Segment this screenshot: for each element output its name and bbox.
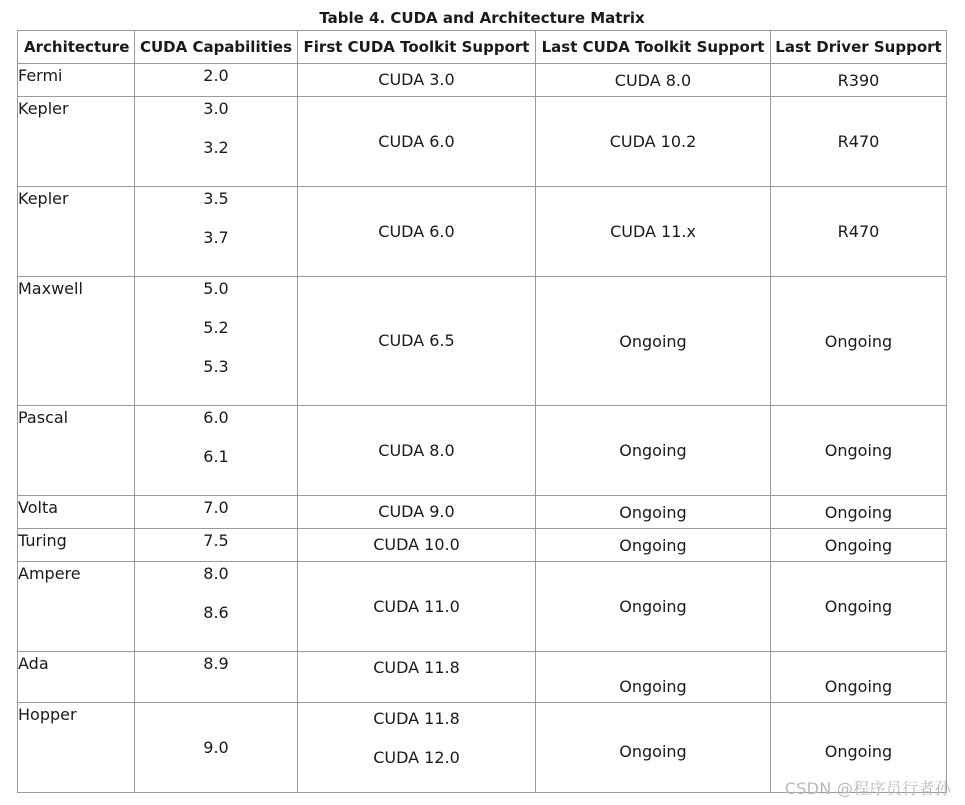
header-row <box>18 31 947 64</box>
capabilities-cell <box>135 406 298 496</box>
toolkit-value: CUDA 11.0 <box>373 596 460 616</box>
last-driver-cell: Ongoing <box>771 496 947 529</box>
last-driver-cell: R470 <box>771 97 947 187</box>
last-driver-cell: Ongoing <box>771 703 947 793</box>
capabilities-cell <box>135 703 298 793</box>
toolkit-value: CUDA 12.0 <box>373 748 460 767</box>
capabilities-cell <box>135 496 298 529</box>
first-toolkit-cell <box>298 562 536 652</box>
first-toolkit-cell <box>298 496 536 529</box>
capability-value: 3.5 <box>203 189 229 208</box>
table-row <box>18 562 947 652</box>
table-row <box>18 277 947 406</box>
architecture-cell: Turing <box>18 529 135 562</box>
table-row <box>18 406 947 496</box>
capabilities-cell <box>135 277 298 406</box>
first-toolkit-cell <box>298 277 536 406</box>
table-caption: Table 4. CUDA and Architecture Matrix <box>319 9 645 27</box>
last-toolkit-cell: Ongoing <box>536 562 771 652</box>
table-row <box>18 529 947 562</box>
last-toolkit-cell: Ongoing <box>536 406 771 496</box>
first-toolkit-cell <box>298 187 536 277</box>
first-toolkit-cell <box>298 703 536 793</box>
last-toolkit-cell: CUDA 10.2 <box>536 97 771 187</box>
capability-value: 7.5 <box>203 531 229 550</box>
header-last-driver: Last Driver Support <box>771 31 947 64</box>
toolkit-value: CUDA 6.0 <box>378 221 455 241</box>
header-first-toolkit: First CUDA Toolkit Support <box>298 31 536 64</box>
header-capabilities: CUDA Capabilities <box>135 31 298 64</box>
architecture-cell: Pascal <box>18 406 135 496</box>
last-toolkit-cell: Ongoing <box>536 496 771 529</box>
capability-value: 2.0 <box>203 66 229 85</box>
first-toolkit-cell <box>298 652 536 703</box>
architecture-cell: Hopper <box>18 703 135 793</box>
capability-value: 6.1 <box>203 447 229 466</box>
first-toolkit-cell <box>298 64 536 97</box>
toolkit-value: CUDA 10.0 <box>373 535 460 554</box>
capabilities-cell <box>135 97 298 187</box>
last-toolkit-cell: Ongoing <box>536 703 771 793</box>
last-driver-cell: Ongoing <box>771 529 947 562</box>
header-architecture: Architecture <box>18 31 135 64</box>
table-row <box>18 496 947 529</box>
architecture-cell: Kepler <box>18 97 135 187</box>
architecture-cell: Kepler <box>18 187 135 277</box>
architecture-cell: Fermi <box>18 64 135 97</box>
last-driver-cell: Ongoing <box>771 562 947 652</box>
toolkit-value: CUDA 6.0 <box>378 131 455 151</box>
last-driver-cell: Ongoing <box>771 406 947 496</box>
toolkit-value: CUDA 9.0 <box>378 502 455 521</box>
architecture-cell: Maxwell <box>18 277 135 406</box>
watermark: CSDN @程序员行者孙 <box>784 779 951 798</box>
capability-value: 7.0 <box>203 498 229 517</box>
capability-value: 3.2 <box>203 138 229 157</box>
capabilities-cell <box>135 529 298 562</box>
last-toolkit-cell: Ongoing <box>536 277 771 406</box>
last-toolkit-cell: Ongoing <box>536 529 771 562</box>
capabilities-cell <box>135 562 298 652</box>
capability-value: 8.0 <box>203 564 229 583</box>
architecture-cell: Ada <box>18 652 135 703</box>
capability-value: 6.0 <box>203 408 229 427</box>
table-row <box>18 97 947 187</box>
capability-value: 5.3 <box>203 357 229 376</box>
toolkit-value: CUDA 6.5 <box>378 331 455 350</box>
table-row <box>18 187 947 277</box>
last-toolkit-cell: CUDA 11.x <box>536 187 771 277</box>
first-toolkit-cell <box>298 529 536 562</box>
table-row <box>18 652 947 703</box>
last-driver-cell: R470 <box>771 187 947 277</box>
capability-value: 3.0 <box>203 99 229 118</box>
last-driver-cell: Ongoing <box>771 277 947 406</box>
capabilities-cell <box>135 187 298 277</box>
capability-value: 3.7 <box>203 228 229 247</box>
capabilities-cell <box>135 652 298 703</box>
toolkit-value: CUDA 11.8 <box>373 709 460 728</box>
capability-value: 8.9 <box>203 654 229 673</box>
first-toolkit-cell <box>298 406 536 496</box>
last-driver-cell: Ongoing <box>771 652 947 703</box>
capability-value: 8.6 <box>203 603 229 622</box>
table-row <box>18 64 947 97</box>
toolkit-value: CUDA 3.0 <box>378 70 455 89</box>
last-toolkit-cell: Ongoing <box>536 652 771 703</box>
header-last-toolkit: Last CUDA Toolkit Support <box>536 31 771 64</box>
last-driver-cell: R390 <box>771 64 947 97</box>
architecture-cell: Ampere <box>18 562 135 652</box>
capability-value: 9.0 <box>203 737 229 757</box>
toolkit-value: CUDA 11.8 <box>373 658 460 677</box>
capabilities-cell <box>135 64 298 97</box>
last-toolkit-cell: CUDA 8.0 <box>536 64 771 97</box>
cuda-architecture-matrix <box>17 30 947 793</box>
capability-value: 5.2 <box>203 318 229 337</box>
architecture-cell: Volta <box>18 496 135 529</box>
first-toolkit-cell <box>298 97 536 187</box>
toolkit-value: CUDA 8.0 <box>378 440 455 460</box>
capability-value: 5.0 <box>203 279 229 298</box>
